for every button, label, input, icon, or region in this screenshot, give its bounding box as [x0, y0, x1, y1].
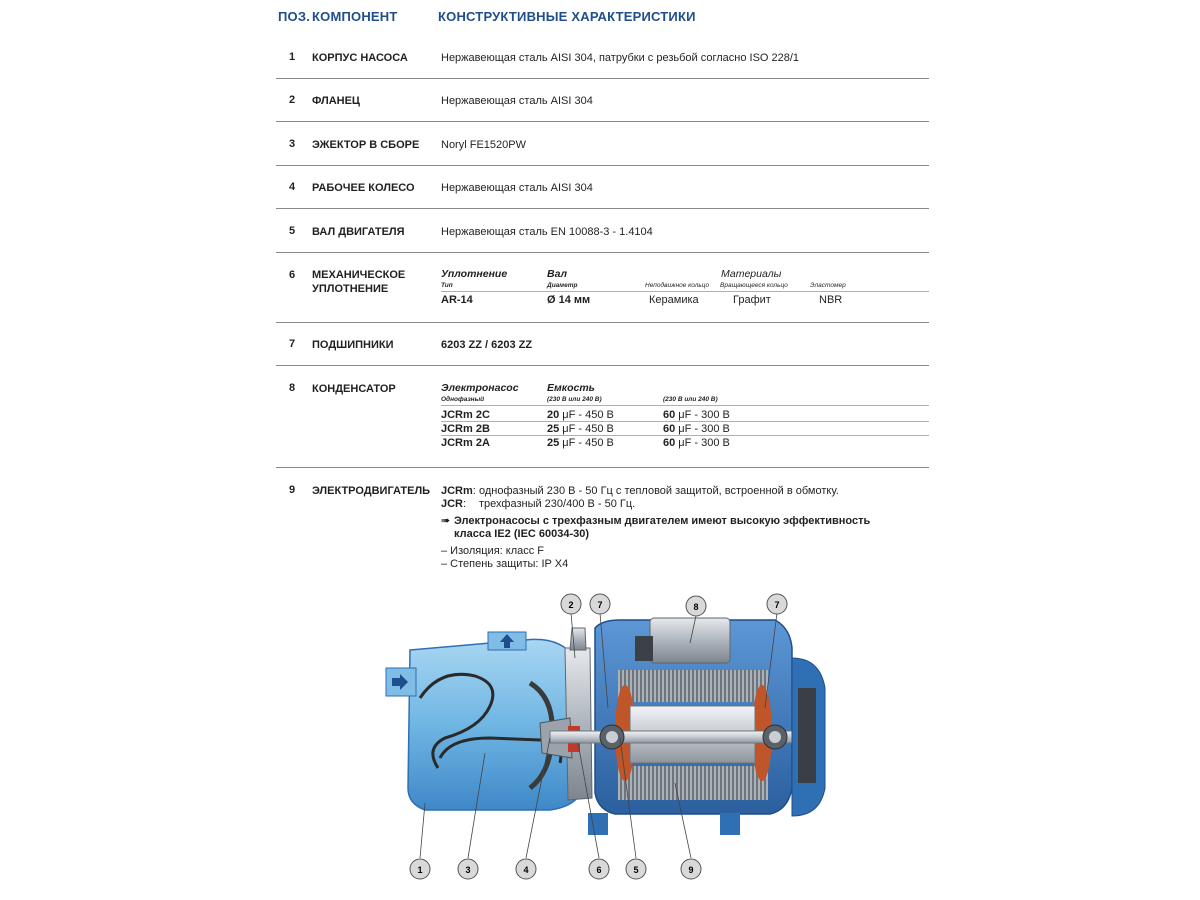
efficiency-note-line2: класса IE2 (IEC 60034-30) — [454, 528, 590, 540]
row-number: 6 — [289, 269, 296, 281]
materials-header: Материалы — [721, 268, 782, 280]
motor-jcrm-label: JCRm: — [441, 485, 476, 497]
elastomer-label: Эластомер — [810, 282, 846, 289]
capacitor-c1: 25 μF - 450 В — [547, 437, 614, 449]
motor-jcrm-text: однофазный 230 В - 50 Гц с тепловой защитой, встроенной в обмотку. — [479, 485, 839, 497]
capacitor-c2: 60 μF - 300 В — [663, 423, 730, 435]
callout-label: 6 — [596, 865, 602, 875]
pump-cross-section-diagram — [380, 588, 850, 888]
capacitor-model: JCRm 2C — [441, 409, 490, 421]
callout-label: 7 — [774, 600, 780, 610]
callout-4 — [516, 859, 536, 879]
capacity-header: Емкость — [547, 382, 595, 394]
row-component: ПОДШИПНИКИ — [312, 339, 394, 351]
sub-divider — [441, 291, 929, 292]
motor-jcr-label: JCR: — [441, 498, 467, 510]
shaft-diameter: Ø 14 мм — [547, 294, 591, 306]
row-value: Нержавеющая сталь AISI 304 — [441, 182, 593, 194]
callout-label: 3 — [465, 865, 471, 875]
callout-label: 9 — [688, 865, 694, 875]
protection-degree: – Степень защиты: IP X4 — [441, 558, 569, 570]
row-component: РАБОЧЕЕ КОЛЕСО — [312, 182, 415, 194]
efficiency-note-line1: Электронасосы с трехфазным двигателем имеют высокую эффективность — [454, 515, 871, 527]
row-component: ЭЛЕКТРОДВИГАТЕЛЬ — [312, 485, 431, 497]
callout-label: 1 — [417, 865, 423, 875]
capacitor-c1: 25 μF - 450 В — [547, 423, 614, 435]
row-value: Нержавеющая сталь AISI 304, патрубки с резьбой согласно ISO 228/1 — [441, 52, 800, 64]
voltage-note-2: (230 В или 240 В) — [663, 396, 718, 403]
seal-sub: Тип — [441, 282, 453, 289]
row-number: 8 — [289, 382, 296, 394]
divider — [276, 467, 929, 468]
capacitor-c2: 60 μF - 300 В — [663, 409, 730, 421]
capacitor-c1: 20 μF - 450 В — [547, 409, 614, 421]
callout-9 — [681, 859, 701, 879]
callout-label: 2 — [568, 600, 574, 610]
fixed-ring-value: Керамика — [649, 294, 699, 306]
row-component: УПЛОТНЕНИЕ — [312, 283, 389, 295]
divider — [276, 121, 929, 122]
pump-header: Электронасос — [441, 382, 519, 394]
capacitor-model: JCRm 2A — [441, 437, 490, 449]
callout-label: 5 — [633, 865, 639, 875]
row-number: 9 — [289, 484, 296, 496]
callout-2 — [561, 594, 581, 614]
divider — [276, 78, 929, 79]
row-number: 5 — [289, 225, 296, 237]
rotating-ring-value: Графит — [733, 294, 771, 306]
callout-label: 8 — [693, 602, 699, 612]
callout-3 — [458, 859, 478, 879]
insulation-class: – Изоляция: класс F — [441, 545, 545, 557]
row-component: ФЛАНЕЦ — [312, 95, 360, 107]
callout-label: 7 — [597, 600, 603, 610]
callout-8 — [686, 596, 706, 616]
row-component: ВАЛ ДВИГАТЕЛЯ — [312, 226, 405, 238]
callout-label: 4 — [523, 865, 529, 875]
callout-5 — [626, 859, 646, 879]
row-number: 4 — [289, 181, 296, 193]
row-component: КОРПУС НАСОСА — [312, 52, 408, 64]
header-component: КОМПОНЕНТ — [312, 9, 398, 24]
row-component: ЭЖЕКТОР В СБОРЕ — [312, 139, 420, 151]
row-component: МЕХАНИЧЕСКОЕ — [312, 269, 406, 281]
row-number: 3 — [289, 138, 296, 150]
shaft-sub: Диаметр — [547, 282, 578, 289]
divider — [276, 365, 929, 366]
callout-1 — [410, 859, 430, 879]
divider — [276, 208, 929, 209]
capacitor-model: JCRm 2B — [441, 423, 490, 435]
seal-header: Уплотнение — [441, 268, 508, 280]
row-value: Noryl FE1520PW — [441, 139, 526, 151]
row-value: Нержавеющая сталь EN 10088-3 - 1.4104 — [441, 226, 653, 238]
row-number: 1 — [289, 51, 296, 63]
rotating-ring-label: Вращающееся кольцо — [720, 282, 788, 289]
divider — [276, 165, 929, 166]
row-component: КОНДЕНСАТОР — [312, 383, 396, 395]
header-characteristics: КОНСТРУКТИВНЫЕ ХАРАКТЕРИСТИКИ — [438, 9, 696, 24]
shaft-header: Вал — [547, 268, 568, 280]
divider — [276, 322, 929, 323]
divider — [276, 252, 929, 253]
row-number: 2 — [289, 94, 296, 106]
row-value: 6203 ZZ / 6203 ZZ — [441, 339, 533, 351]
row-number: 7 — [289, 338, 296, 350]
fixed-ring-label: Неподвижное кольцо — [645, 282, 710, 289]
voltage-note-1: (230 В или 240 В) — [547, 396, 602, 403]
row-value: Нержавеющая сталь AISI 304 — [441, 95, 593, 107]
pump-sub: Однофазный — [441, 396, 485, 403]
arrow-icon: ➠ — [441, 515, 451, 527]
header-pos: ПОЗ. — [278, 9, 311, 24]
capacitor-c2: 60 μF - 300 В — [663, 437, 730, 449]
callout-7b — [767, 594, 787, 614]
sub-divider — [441, 405, 929, 406]
elastomer-value: NBR — [819, 294, 843, 306]
seal-type: AR-14 — [441, 294, 473, 306]
callout-7a — [590, 594, 610, 614]
motor-jcr-text: трехфазный 230/400 В - 50 Гц. — [479, 498, 636, 510]
callout-6 — [589, 859, 609, 879]
